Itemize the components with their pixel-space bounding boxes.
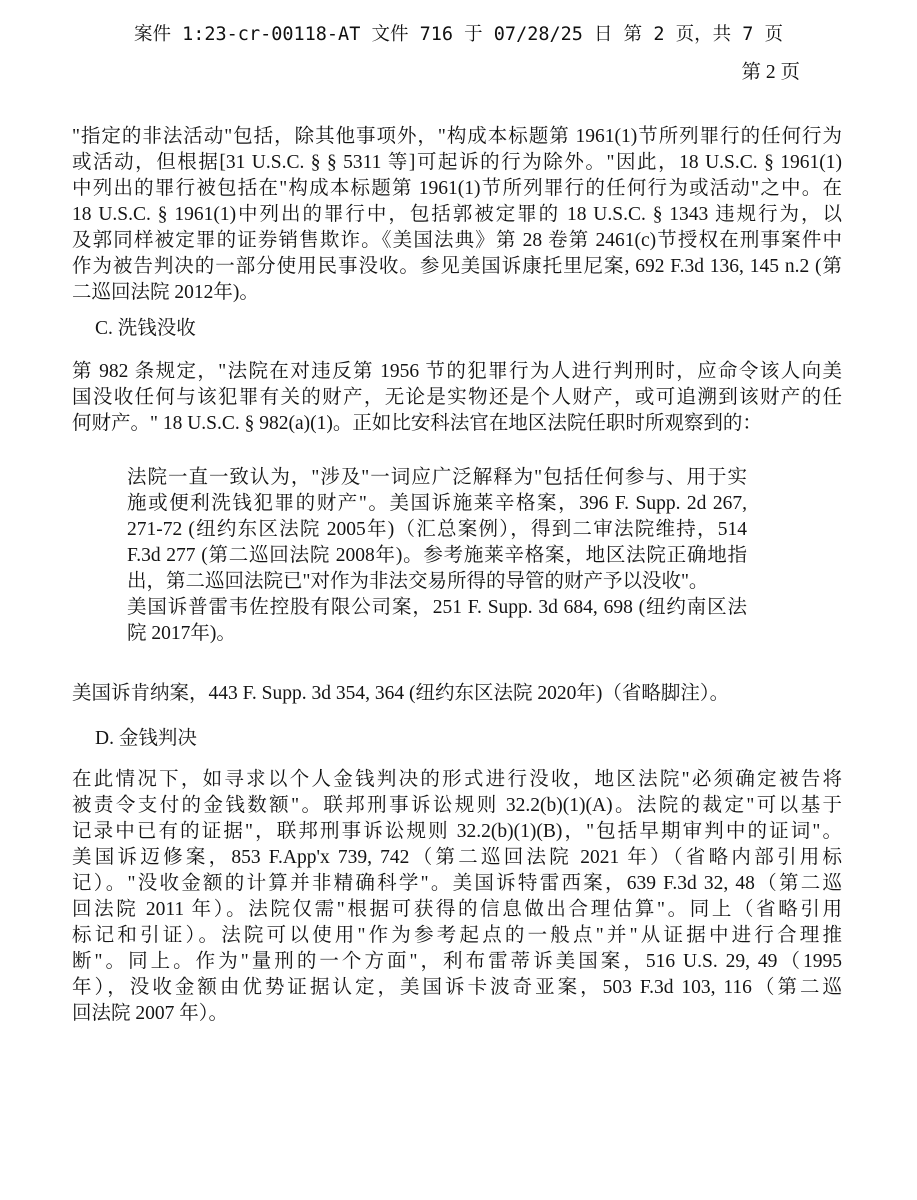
paragraph-3-line: 断"。同上。作为"量刑的一个方面"，利布雷蒂诉美国案，516 U.S. 29, 49（1995 (72, 951, 842, 972)
paragraph-1-line: 及郭同样被定罪的证券销售欺诈。《美国法典》第 28 卷第 2461(c)节授权在刑事案件中 (72, 230, 842, 251)
paragraph-1-line: 或活动，但根据[31 U.S.C. § § 5311 等]可起诉的行为除外。"因此，18 U.S.C. § 1961(1) (72, 152, 842, 173)
paragraph-3-line: 回法院 2011 年）。法院仅需"根据可获得的信息做出合理估算"。同上（省略引用 (72, 899, 842, 920)
paragraph-3-line: 被责令支付的金钱数额"。联邦刑事诉讼规则 32.2(b)(1)(A)。法院的裁定"可以基于 (72, 795, 842, 816)
paragraph-1-line: 二巡回法院 2012年)。 (72, 282, 259, 303)
block-quote-line: 美国诉普雷韦佐控股有限公司案，251 F. Supp. 3d 684, 698 (纽约南区法 (127, 597, 747, 618)
paragraph-3-line: 记录中已有的证据"，联邦刑事诉讼规则 32.2(b)(1)(B)，"包括早期审判中的证词"。 (72, 821, 842, 842)
paragraph-2 (72, 359, 842, 437)
paragraph-2-line: 何财产。" 18 U.S.C. § 982(a)(1)。正如比安科法官在地区法院任职时所观察到的： (72, 413, 762, 434)
case-citation: 美国诉肯纳案，443 F. Supp. 3d 354, 364 (纽约东区法院 2020年)（省略脚注）。 (72, 683, 730, 704)
paragraph-2-line: 第 982 条规定，"法院在对违反第 1956 节的犯罪行为人进行判刑时，应命令该人向美 (72, 361, 842, 382)
section-heading-c: C. 洗钱没收 (95, 318, 196, 339)
paragraph-1-line: 作为被告判决的一部分使用民事没收。参见美国诉康托里尼案, 692 F.3d 136, 145 n.2 (第 (72, 256, 842, 277)
paragraph-3-line: 回法院 2007 年）。 (72, 1003, 229, 1024)
page-number-label: 第 2 页 (741, 62, 800, 83)
paragraph-3-line: 记）。"没收金额的计算并非精确科学"。美国诉特雷西案，639 F.3d 32, 48（第二巡 (72, 873, 842, 894)
block-quote-line: 271-72 (纽约东区法院 2005年)（汇总案例），得到二审法院维持，514 (127, 519, 747, 540)
paragraph-1-line: 18 U.S.C. § 1961(1)中列出的罪行中，包括郭被定罪的 18 U.S.C. § 1343 违规行为，以 (72, 204, 842, 225)
paragraph-2-line: 国没收任何与该犯罪有关的财产，无论是实物还是个人财产，或可追溯到该财产的任 (72, 387, 842, 408)
paragraph-3-line: 年），没收金额由优势证据认定，美国诉卡波奇亚案，503 F.3d 103, 116（第二巡 (72, 977, 842, 998)
block-quote-line: 施或便利洗钱犯罪的财产"。美国诉施莱辛格案，396 F. Supp. 2d 267, (127, 493, 747, 514)
block-quote-line: F.3d 277 (第二巡回法院 2008年)。参考施莱辛格案，地区法院正确地指 (127, 545, 747, 566)
paragraph-1 (72, 124, 842, 306)
block-quote-line: 院 2017年)。 (127, 623, 236, 644)
block-quote (127, 465, 747, 647)
paragraph-1-line: 中列出的罪行被包括在"构成本标题第 1961(1)节所列罪行的任何行为或活动"之中。在 (72, 178, 842, 199)
paragraph-1-line: "指定的非法活动"包括，除其他事项外，"构成本标题第 1961(1)节所列罪行的任何行为 (72, 126, 842, 147)
section-heading-d: D. 金钱判决 (95, 728, 197, 749)
block-quote-line: 出，第二巡回法院已"对作为非法交易所得的导管的财产予以没收"。 (127, 571, 709, 592)
paragraph-3-line: 美国诉迈修案，853 F.App'x 739, 742（第二巡回法院 2021 年）（省略内部引用标 (72, 847, 842, 868)
paragraph-3-line: 在此情况下，如寻求以个人金钱判决的形式进行没收，地区法院"必须确定被告将 (72, 769, 842, 790)
case-header: 案件 1:23-cr-00118-AT 文件 716 于 07/28/25 日 第 2 页，共 7 页 (133, 24, 784, 45)
block-quote-line: 法院一直一致认为，"涉及"一词应广泛解释为"包括任何参与、用于实 (127, 467, 747, 488)
paragraph-3-line: 标记和引证）。法院可以使用"作为参考起点的一般点"并"从证据中进行合理推 (72, 925, 842, 946)
paragraph-3 (72, 767, 842, 1027)
